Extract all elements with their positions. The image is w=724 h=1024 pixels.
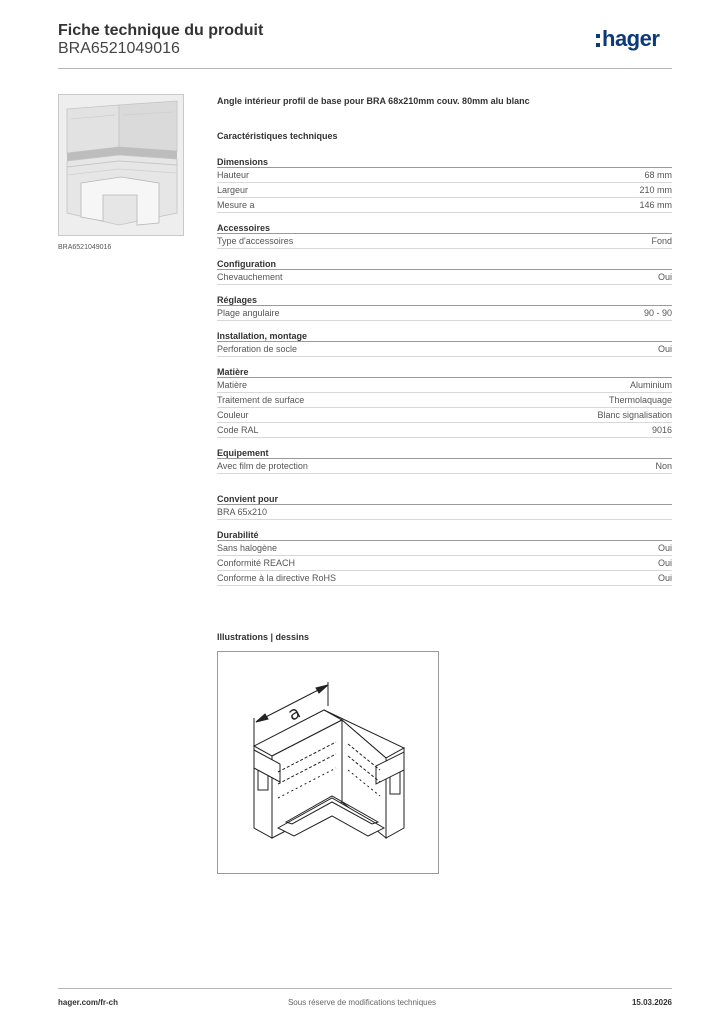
spec-label: Conforme à la directive RoHS [217, 573, 337, 583]
logo-text: hager [602, 26, 660, 51]
spec-label: Type d'accessoires [217, 236, 294, 246]
spec-value: 90 - 90 [643, 308, 672, 318]
spec-sections [217, 156, 672, 595]
spec-value: Aluminium [629, 380, 672, 390]
section-title: Configuration [217, 258, 672, 270]
section-title: Matière [217, 366, 672, 378]
spec-row [217, 198, 672, 213]
section-title: Dimensions [217, 156, 672, 168]
spec-value: Oui [657, 543, 672, 553]
section-title: Installation, montage [217, 330, 672, 342]
spec-section-reglages [217, 294, 672, 321]
spec-value: Blanc signalisation [597, 410, 672, 420]
footer-website[interactable]: hager.com/fr-ch [58, 998, 119, 1007]
section-title: Accessoires [217, 222, 672, 234]
spec-section-dimensions [217, 156, 672, 213]
spec-label: Chevauchement [217, 272, 283, 282]
spec-section-equipement [217, 447, 672, 474]
spec-value: Oui [657, 272, 672, 282]
spec-label: Hauteur [217, 170, 250, 180]
spec-label: BRA 65x210 [217, 507, 268, 517]
spec-row [217, 393, 672, 408]
spec-value: Non [655, 461, 672, 471]
product-reference: BRA6521049016 [58, 40, 180, 57]
illustrations-heading: Illustrations | dessins [217, 632, 310, 642]
hager-logo [596, 26, 659, 52]
spec-value: 210 mm [639, 185, 672, 195]
spec-label: Couleur [217, 410, 249, 420]
product-description: Angle intérieur profil de base pour BRA 68x210mm couv. 80mm alu blanc [217, 96, 530, 106]
spec-label: Traitement de surface [217, 395, 305, 405]
spec-row [217, 270, 672, 285]
spec-value: Fond [651, 236, 672, 246]
product-photo [58, 94, 184, 236]
spec-value: Oui [657, 573, 672, 583]
section-title: Equipement [217, 447, 672, 459]
spec-label: Matière [217, 380, 248, 390]
spec-label: Sans halogène [217, 543, 278, 553]
page-title: Fiche technique du produit [58, 22, 264, 39]
technical-drawing [217, 651, 439, 874]
spec-row [217, 234, 672, 249]
dimension-label: a [284, 701, 304, 726]
spec-label: Conformité REACH [217, 558, 296, 568]
spec-row [217, 408, 672, 423]
spec-label: Avec film de protection [217, 461, 308, 471]
spec-row [217, 459, 672, 474]
spec-value: 146 mm [639, 200, 672, 210]
spec-row [217, 183, 672, 198]
tech-characteristics-heading: Caractéristiques techniques [217, 131, 338, 141]
spec-value: 9016 [651, 425, 672, 435]
footer-divider [58, 988, 672, 989]
spec-value: Thermolaquage [608, 395, 672, 405]
spec-value: Oui [657, 558, 672, 568]
spec-row [217, 342, 672, 357]
spec-label: Code RAL [217, 425, 259, 435]
spec-section-durabilite [217, 529, 672, 586]
spec-section-accessoires [217, 222, 672, 249]
spec-label: Largeur [217, 185, 249, 195]
spec-value: 68 mm [644, 170, 672, 180]
spec-label: Perforation de socle [217, 344, 298, 354]
section-title: Convient pour [217, 493, 672, 505]
spec-row [217, 541, 672, 556]
footer-notice: Sous réserve de modifications techniques [287, 998, 437, 1007]
spec-row [217, 423, 672, 438]
spec-section-installation [217, 330, 672, 357]
section-title: Durabilité [217, 529, 672, 541]
spec-row [217, 556, 672, 571]
technical-drawing-svg [218, 652, 438, 873]
spec-value: Oui [657, 344, 672, 354]
spec-row [217, 306, 672, 321]
spec-row [217, 168, 672, 183]
logo-mark-icon [596, 34, 600, 47]
photo-caption: BRA6521049016 [58, 244, 112, 251]
spec-row [217, 571, 672, 586]
spec-label: Mesure a [217, 200, 255, 210]
spec-section-matiere [217, 366, 672, 438]
spec-row [217, 378, 672, 393]
section-title: Réglages [217, 294, 672, 306]
spec-section-convient-pour [217, 493, 672, 520]
spec-row [217, 505, 672, 520]
spec-section-configuration [217, 258, 672, 285]
footer-date: 15.03.2026 [631, 998, 672, 1007]
product-photo-image [59, 95, 184, 236]
spec-label: Plage angulaire [217, 308, 280, 318]
header-divider [58, 68, 672, 69]
